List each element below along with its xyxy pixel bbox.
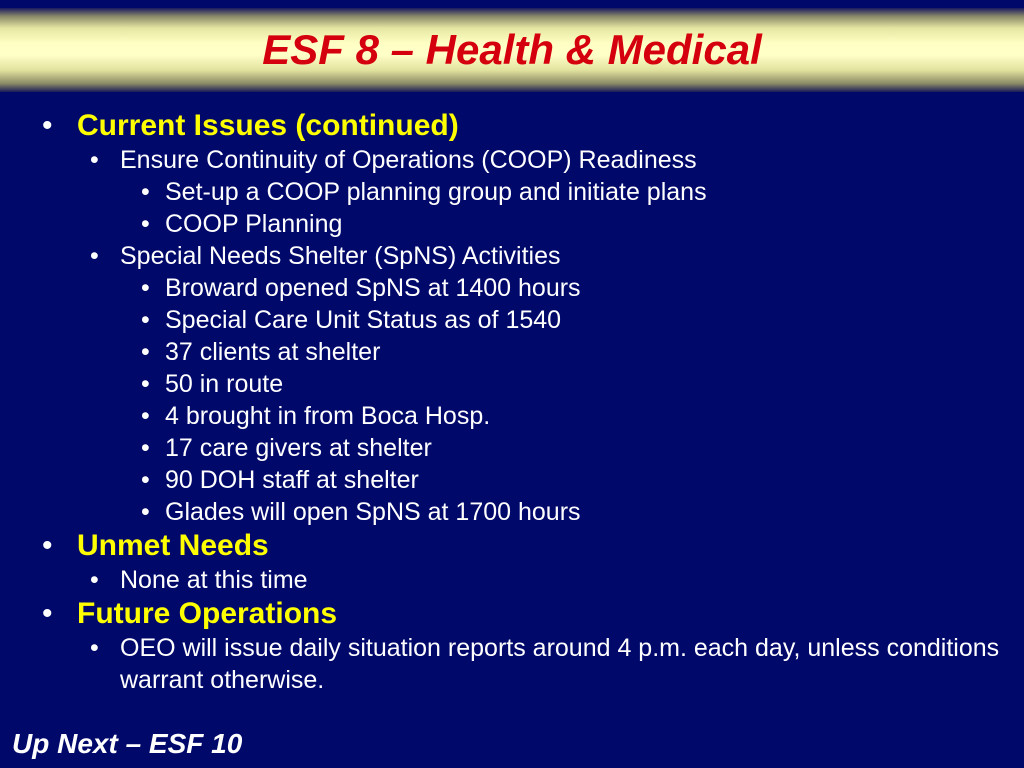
section-heading-label: Current Issues (continued) <box>77 109 459 142</box>
bullet: • <box>90 146 99 174</box>
list-item-spns <box>0 240 1024 272</box>
section-heading-future-operations <box>0 596 1024 632</box>
list-item-label: 37 clients at shelter <box>165 338 381 366</box>
list-item <box>0 336 1024 368</box>
list-item-label: Special Care Unit Status as of 1540 <box>165 306 562 334</box>
list-item <box>0 496 1024 528</box>
list-item-label: 17 care givers at shelter <box>165 434 432 462</box>
list-item-label: Broward opened SpNS at 1400 hours <box>165 274 581 302</box>
bullet: • <box>141 210 150 238</box>
section-heading-unmet-needs <box>0 528 1024 564</box>
slide-content <box>0 108 1024 696</box>
list-item-label: 50 in route <box>165 370 284 398</box>
slide-title: ESF 8 – Health & Medical <box>262 26 762 73</box>
bullet: • <box>141 306 150 334</box>
up-next-footer: Up Next – ESF 10 <box>12 728 243 759</box>
list-item <box>0 272 1024 304</box>
bullet: • <box>141 178 150 206</box>
list-item-label: 4 brought in from Boca Hosp. <box>165 402 491 430</box>
list-item <box>0 564 1024 596</box>
list-item <box>0 464 1024 496</box>
list-item <box>0 176 1024 208</box>
section-heading-label: Unmet Needs <box>77 529 269 562</box>
bullet: • <box>42 529 53 562</box>
bullet: • <box>90 242 99 270</box>
bullet: • <box>42 597 53 630</box>
list-item <box>0 632 1000 696</box>
list-item <box>0 208 1024 240</box>
list-item <box>0 432 1024 464</box>
list-item-label: OEO will issue daily situation reports around 4 p.m. each day, unless conditions warrant otherwise. <box>120 634 1000 694</box>
list-item <box>0 304 1024 336</box>
list-item-label: Glades will open SpNS at 1700 hours <box>165 498 581 526</box>
bullet: • <box>141 466 150 494</box>
list-item-label: 90 DOH staff at shelter <box>165 466 419 494</box>
section-heading-label: Future Operations <box>77 597 338 630</box>
bullet: • <box>90 566 99 594</box>
bullet: • <box>141 338 150 366</box>
list-item-label: COOP Planning <box>165 210 343 238</box>
bullet: • <box>141 498 150 526</box>
list-item <box>0 368 1024 400</box>
list-item-coop <box>0 144 1024 176</box>
list-item-label: Ensure Continuity of Operations (COOP) Readiness <box>120 146 697 174</box>
bullet: • <box>141 402 150 430</box>
list-item-label: None at this time <box>120 566 308 594</box>
bullet: • <box>141 370 150 398</box>
list-item <box>0 400 1024 432</box>
bullet: • <box>90 634 99 662</box>
section-heading-current-issues <box>0 108 1024 144</box>
list-item-label: Set-up a COOP planning group and initiate plans <box>165 178 707 206</box>
list-item-label: Special Needs Shelter (SpNS) Activities <box>120 242 561 270</box>
bullet: • <box>141 274 150 302</box>
bullet: • <box>42 109 53 142</box>
bullet: • <box>141 434 150 462</box>
